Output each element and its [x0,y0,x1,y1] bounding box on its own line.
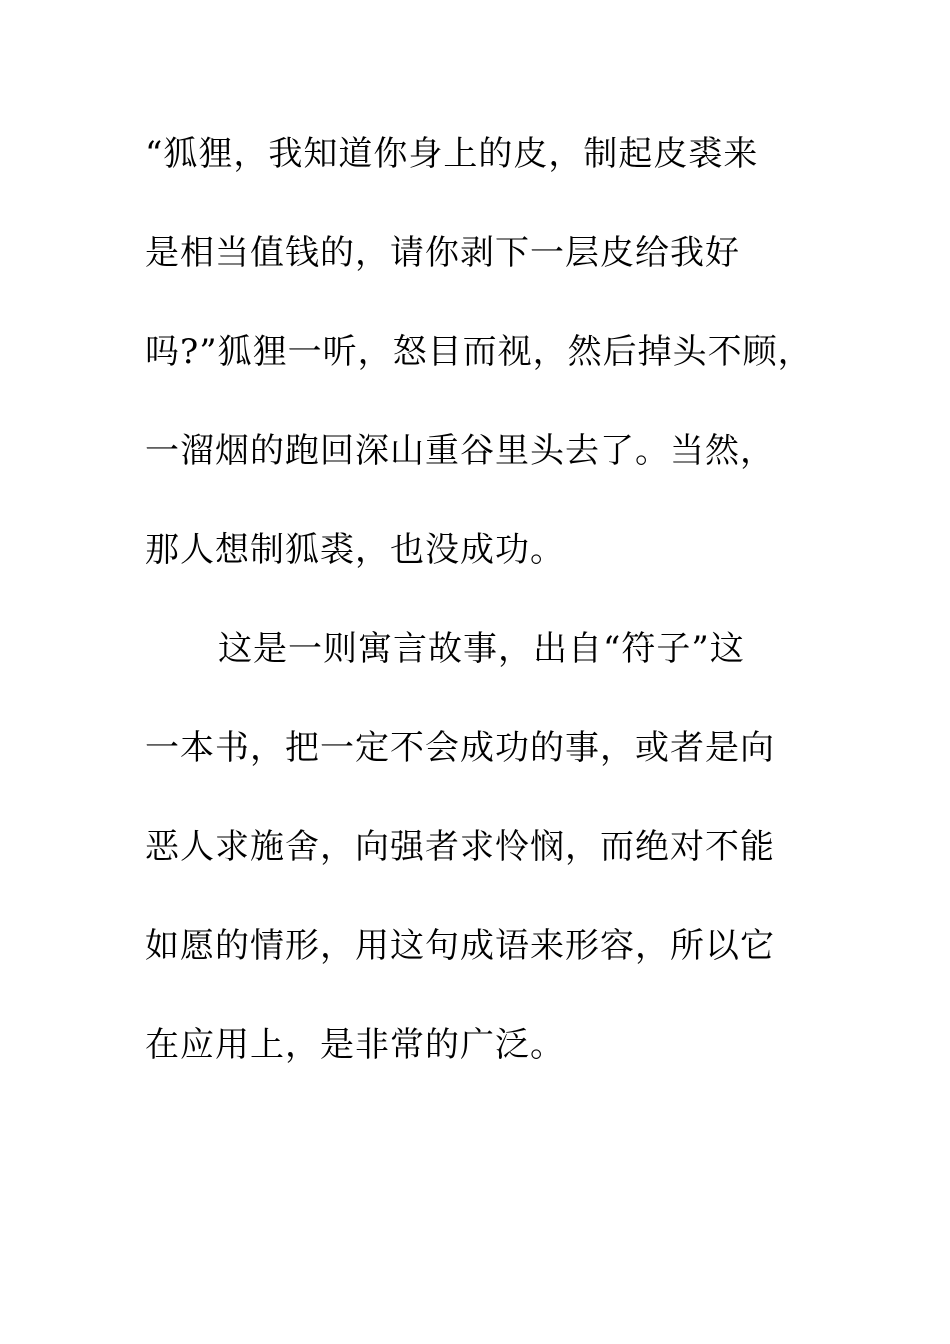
text-line: 那人想制狐裘，也没成功。 [145,530,565,570]
text-line: 吗?”狐狸一听，怒目而视，然后掉头不顾， [145,332,813,372]
paragraph-first-line: 这是一则寓言故事，出自“符子”这 [218,629,745,669]
text-line: 一本书，把一定不会成功的事，或者是向 [145,728,775,768]
text-line: 恶人求施舍，向强者求怜悯，而绝对不能 [145,827,775,867]
document-body [145,126,845,1116]
text-line: 如愿的情形，用这句成语来形容，所以它 [145,926,775,966]
text-line: 一溜烟的跑回深山重谷里头去了。当然， [145,431,775,471]
text-line: 是相当值钱的，请你剥下一层皮给我好 [145,233,740,273]
text-line: 在应用上，是非常的广泛。 [145,1025,565,1065]
text-line: “狐狸，我知道你身上的皮，制起皮裘来 [145,134,759,174]
